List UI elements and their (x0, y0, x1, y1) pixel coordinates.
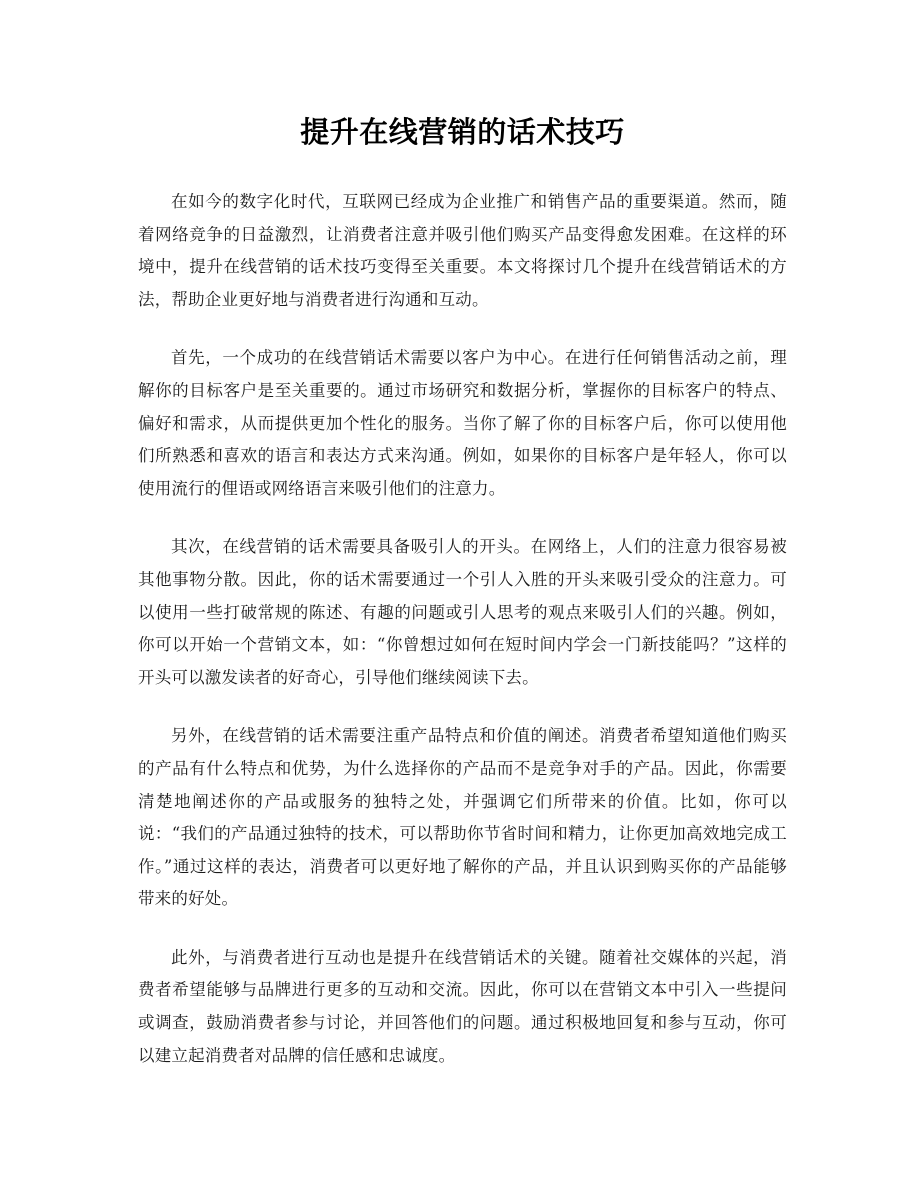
body-paragraph-3: 其次，在线营销的话术需要具备吸引人的开头。在网络上，人们的注意力很容易被其他事物分散。因此，你的话术需要通过一个引人入胜的开头来吸引受众的注意力。可以使用一些打破常规的陈述、有趣的问题或引人思考的观点来吸引人们的兴趣。例如，你可以开始一个营销文本，如：“你曾想过如何在短时间内学会一门新技能吗？”这样的开头可以激发读者的好奇心，引导他们继续阅读下去。 (138, 537, 787, 687)
body-paragraph-2: 首先，一个成功的在线营销话术需要以客户为中心。在进行任何销售活动之前，理解你的目标客户是至关重要的。通过市场研究和数据分析，掌握你的目标客户的特点、偏好和需求，从而提供更加个性化的服务。当你了解了你的目标客户后，你可以使用他们所熟悉和喜欢的语言和表达方式来沟通。例如，如果你的目标客户是年轻人，你可以使用流行的俚语或网络语言来吸引他们的注意力。 (138, 348, 787, 498)
body-paragraph-4: 另外，在线营销的话术需要注重产品特点和价值的阐述。消费者希望知道他们购买的产品有什么特点和优势，为什么选择你的产品而不是竞争对手的产品。因此，你需要清楚地阐述你的产品或服务的独特之处，并强调它们所带来的价值。比如，你可以说：“我们的产品通过独特的技术，可以帮助你节省时间和精力，让你更加高效地完成工作。”通过这样的表达，消费者可以更好地了解你的产品，并且认识到购买你的产品能够带来的好处。 (138, 726, 787, 909)
body-paragraph-1: 在如今的数字化时代，互联网已经成为企业推广和销售产品的重要渠道。然而，随着网络竞争的日益激烈，让消费者注意并吸引他们购买产品变得愈发困难。在这样的环境中，提升在线营销的话术技巧变得至关重要。本文将探讨几个提升在线营销话术的方法，帮助企业更好地与消费者进行沟通和互动。 (138, 192, 787, 309)
document-title: 提升在线营销的话术技巧 (300, 115, 625, 149)
body-paragraph-5: 此外，与消费者进行互动也是提升在线营销话术的关键。随着社交媒体的兴起，消费者希望能够与品牌进行更多的互动和交流。因此，你可以在营销文本中引入一些提问或调查，鼓励消费者参与讨论，并回答他们的问题。通过积极地回复和参与互动，你可以建立起消费者对品牌的信任感和忠诚度。 (138, 947, 787, 1065)
